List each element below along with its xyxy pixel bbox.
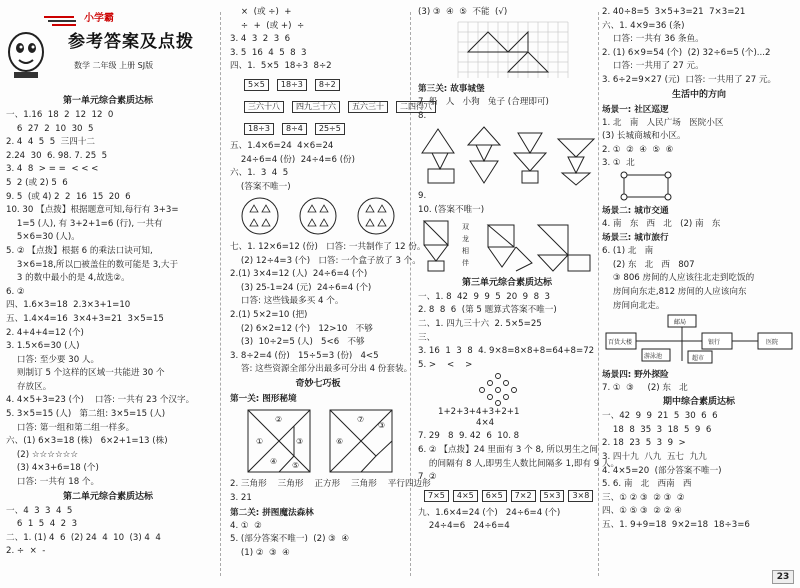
logo-header <box>6 6 210 94</box>
column-4 <box>602 6 796 533</box>
answer-box: 三六十八 <box>244 101 284 113</box>
answer-line: (3) ③ ④ ⑤ 不能 (√) <box>418 7 508 17</box>
answer-line: 五、1.4×6=24 4×6=24 <box>230 140 334 151</box>
answer-line: 5 2 (或 2) 5 6 <box>6 177 68 188</box>
svg-text:④: ④ <box>270 456 278 466</box>
answer-box: 4×5 <box>453 490 478 502</box>
answer-line: 3. 8÷2=4 (份) 15÷5=3 (份) 4<5 <box>230 350 379 361</box>
answer-line: 5×6=30 (人)。 <box>6 232 80 243</box>
answer-line: 一、1.16 18 2 12 12 0 <box>6 110 114 120</box>
answer-box: 四九三十六 <box>292 101 340 113</box>
answer-line: 3. 5 16 4 5 8 3 <box>230 47 307 58</box>
answer-line: 四、① ⑤ ③ ② ② ④ <box>602 506 682 517</box>
svg-text:⑥: ⑥ <box>336 436 344 446</box>
answer-line: 2. 4 4 5 5 三四十二 <box>6 137 96 148</box>
answer-line: (3) 10÷2=5 (人) 5<6 不够 <box>230 337 365 348</box>
answer-line: 口答: 一共有 36 条鱼。 <box>602 34 704 45</box>
answer-line: 6. ② <box>6 286 25 297</box>
answer-block <box>602 218 796 232</box>
answer-block <box>230 478 431 505</box>
answer-line: 5. (部分答案不唯一) (2) ③ ④ <box>230 534 350 545</box>
answer-block <box>418 190 596 217</box>
answer-line: 2.(1) 3×4=12 (人) 24÷6=4 (个) <box>230 269 368 280</box>
column-1 <box>6 6 210 559</box>
answer-line: 3×6=18,所以□被盖住的数可能是 3,大于 <box>6 259 179 270</box>
puzzle-label: 相 <box>462 247 469 256</box>
answer-line: (答案不唯一) <box>230 181 291 192</box>
answer-line: 8. <box>418 110 427 121</box>
answer-line: 口答: 一共有 18 个。 <box>6 477 100 488</box>
svg-text:⑤: ⑤ <box>292 460 300 470</box>
brand-name: 小学霸 <box>84 13 114 24</box>
answer-line: 二、1. (1) 4 6 (2) 24 4 10 (3) 4 4 <box>6 532 161 543</box>
answer-line: 五、1. 9+9=18 9×2=18 18÷3=6 <box>602 520 750 531</box>
answer-box: 25÷5 <box>315 123 345 135</box>
answer-line: (2) 6×2=12 (个) 12>10 不够 <box>230 323 373 334</box>
answer-line: 房间向北走。 <box>602 300 665 311</box>
answer-line: 5. 3×5=15 (人) 第二组: 3×5=15 (人) <box>6 409 166 420</box>
answer-line: 7. ① ③ (2) 东 北 <box>602 382 688 393</box>
answer-line: 口答: 这些钱最多买 4 个。 <box>230 296 344 307</box>
grid-puzzle-figure <box>418 20 596 80</box>
answer-box: 18÷3 <box>277 79 307 91</box>
svg-text:③: ③ <box>296 436 304 446</box>
answer-line: 五、1.4×4=16 3×4+3=21 3×5=15 <box>6 313 164 324</box>
scene-title: 场景三: 城市旅行 <box>602 233 669 244</box>
answer-line: 2. ① ② ④ ⑤ ⑥ <box>602 144 674 155</box>
diamond-dots-figure <box>418 372 596 430</box>
answer-line: 2.(1) 5×2=10 (把) <box>230 309 308 320</box>
answer-line: (2) ☆☆☆☆☆☆ <box>6 449 79 460</box>
answer-line: 六、1. 4×9=36 (条) <box>602 20 685 31</box>
answer-line: 6. ② 【点拨】24 里面有 3 个 8, 所以男生之间 <box>418 444 598 455</box>
answer-line: 三、 <box>418 332 436 343</box>
answer-line: 的间隔有 8 人,即男生人数比间隔多 1,即有 9 人。 <box>418 458 620 469</box>
answer-block <box>602 382 796 396</box>
answer-block <box>230 6 406 74</box>
answer-box: 5×3 <box>540 490 565 502</box>
answer-line: 9. 5 (或 4) 2 2 16 15 20 6 <box>6 191 131 202</box>
expression-boxes-bottom <box>230 118 406 140</box>
answer-line: 6 27 2 10 30 5 <box>6 123 94 134</box>
answer-line: 3. 4 8 > = = < < < <box>6 164 99 175</box>
answer-line: (2) 12÷4=3 (个) 口答: 一个盒子放了 3 个。 <box>230 255 421 266</box>
answer-line: (2) 东 北 西 807 <box>602 259 695 270</box>
puzzle-label: 伴 <box>462 259 469 268</box>
map-label: 医院 <box>766 339 779 347</box>
answer-line: (1) ② ③ ④ <box>230 547 290 558</box>
answer-box: 7×2 <box>511 490 536 502</box>
answer-line: 10. 30 【点拨】根据题意可知,每行有 3+3= <box>6 205 179 216</box>
puzzle-label: 双 <box>462 223 469 232</box>
answer-line: 口答: 至少要 30 人。 <box>6 354 100 365</box>
answer-line: 二、1. 四九三十六 2. 5×5=25 <box>418 318 542 329</box>
answer-block <box>602 117 796 171</box>
map-label: 百货大楼 <box>608 339 633 347</box>
answer-line: 一、1. 8 42 9 9 5 20 9 8 3 <box>418 291 550 302</box>
grouping-circles-figure <box>230 194 406 238</box>
answer-line: 1=5 (人), 有 3+2+1=6 (行), 一共有 <box>6 218 163 229</box>
answer-block <box>230 140 406 194</box>
answer-line: ÷ + (或 +) ÷ <box>230 20 305 31</box>
answer-block <box>230 520 406 561</box>
answer-line: 7. ② <box>418 472 437 483</box>
diamond-expression: 1+2+3+4+3+2+1 <box>438 407 520 418</box>
answer-box: 8÷4 <box>282 123 307 135</box>
puzzle-label: 龙 <box>462 235 469 244</box>
column-divider <box>410 12 411 576</box>
answer-line: 2. 18 23 5 3 9 > <box>602 438 686 449</box>
answer-line: (3) 4×3+6=18 (个) <box>6 463 99 474</box>
edition-label: 数学 二年级 上册 SJ版 <box>74 61 154 70</box>
answer-block <box>418 291 596 373</box>
svg-text:⑦: ⑦ <box>357 414 365 424</box>
answer-line: 5. ② 【点拨】根据 6 的乘法口诀可知, <box>6 245 153 256</box>
answer-line: 4. 4×5+3=23 (个) 口答: 一共有 23 个汉字。 <box>6 395 195 406</box>
answer-line: 六、1. 3 4 5 <box>230 168 289 179</box>
answer-line: 房间向东走,812 房间的人应该向东 <box>602 286 747 297</box>
answer-line: 3. 16 1 3 8 4. 9×8=8×8+8=64+8=72 <box>418 346 595 357</box>
dragon-puzzle-figure <box>418 217 596 273</box>
answer-line: 3. ① 北 <box>602 158 635 169</box>
answer-line: 3. 四十九 八九 五七 九九 <box>602 452 707 463</box>
tangram-square-figure <box>230 406 406 476</box>
answer-line: 2. 三角形 三角形 正方形 三角形 平行四边形 <box>230 479 431 490</box>
section-title: 第三单元综合素质达标 <box>461 277 552 288</box>
answer-line: 存放区。 <box>6 381 52 392</box>
column-divider <box>220 12 221 576</box>
section-title: 第二单元综合素质达标 <box>62 491 153 502</box>
answer-line: 四、1.6×3=18 2.3×3+1=10 <box>6 300 131 311</box>
answer-line: 2. 4+4+4=12 (个) <box>6 327 84 338</box>
page-title: 参考答案及点拨 <box>68 32 194 52</box>
svg-text:③: ③ <box>378 420 386 430</box>
answer-line: 则制订 5 个这样的区域一共能进 30 个 <box>6 368 165 379</box>
svg-text:②: ② <box>275 414 283 424</box>
answer-line: 4. ① ② <box>230 520 262 531</box>
answer-line: 七、1. 12×6=12 (份) 口答: 一共制作了 12 份。 <box>230 241 426 252</box>
answer-line: 6. (1) 北 南 <box>602 246 654 257</box>
svg-text:①: ① <box>256 436 264 446</box>
scene-title: 场景一: 社区巡逻 <box>602 104 669 115</box>
route-square-icon <box>618 171 678 201</box>
answer-block <box>418 96 596 123</box>
answer-block <box>6 109 210 490</box>
answer-line: 7. 船 人 小狗 兔子 (合理即可) <box>418 97 549 108</box>
city-map-figure <box>602 313 796 365</box>
answer-line: 口答: 第一组和第二组一样多。 <box>6 422 135 433</box>
answer-box: 3×8 <box>568 490 593 502</box>
answer-block <box>602 6 796 88</box>
answer-block <box>230 241 426 377</box>
scene-title: 场景二: 城市交通 <box>602 205 669 216</box>
answer-line: 口答: 一共用了 27 元。 <box>602 61 704 72</box>
answer-line: 6 1 5 4 2 3 <box>6 519 78 530</box>
answer-box: 5×5 <box>244 79 269 91</box>
answer-line: 2. ÷ × - <box>6 546 46 557</box>
answer-box: 7×5 <box>424 490 449 502</box>
scene-title: 场景四: 野外探险 <box>602 369 669 380</box>
answer-line: 2. (1) 6×9=54 (个) (2) 32÷6=5 (个)...2 <box>602 47 771 58</box>
level-title: 第一关: 图形秘境 <box>230 393 297 404</box>
map-label: 邮局 <box>674 319 687 327</box>
answer-line: 5. 6. 南 北 西南 西 <box>602 479 692 490</box>
map-label: 超市 <box>692 355 705 363</box>
section-title: 第一单元综合素质达标 <box>62 96 153 106</box>
answer-box: 8÷2 <box>315 79 340 91</box>
answer-line: 一、4 3 3 4 5 <box>6 505 73 516</box>
diamond-product: 4×4 <box>476 418 495 429</box>
answer-line: 7. 29 8 9. 42 6 10. 8 <box>418 431 520 442</box>
mascot-icon <box>6 28 46 80</box>
answer-line: 3. 21 <box>230 493 252 504</box>
answer-line: 18 8 35 3 18 5 9 6 <box>602 424 712 435</box>
bubble-expressions <box>418 485 596 507</box>
answer-line: (3) 长城商城和小区。 <box>602 131 686 142</box>
answer-box: 18÷3 <box>244 123 274 135</box>
answer-line: 4. 4×5=20 (部分答案不唯一) <box>602 465 722 476</box>
answer-line: 24÷6=4 (份) 24÷4=6 (份) <box>230 154 355 165</box>
answer-line: 3. 1.5×6=30 (人) <box>6 341 80 352</box>
answer-line: 24÷4=6 24÷6=4 <box>418 521 510 532</box>
answer-box: 二四得八 <box>396 101 436 113</box>
answer-line: 4. 南 东 西 北 (2) 南 东 <box>602 218 721 229</box>
answer-block <box>602 410 796 532</box>
answer-line: 三、① ② ③ ② ③ ② <box>602 492 685 503</box>
answer-block <box>6 505 210 559</box>
answer-line: 3. 4 3 2 3 6 <box>230 34 291 45</box>
answer-line: 六、(1) 6×3=18 (株) 6×2+1=13 (株) <box>6 436 168 447</box>
answer-block <box>418 6 596 20</box>
tangram-shapes-figure <box>418 123 596 187</box>
mnemonic-boxes <box>230 96 432 118</box>
level-title: 第二关: 拼图魔法森林 <box>230 507 314 518</box>
answer-line: 2.24 30 6. 98. 7. 25 5 <box>6 150 108 161</box>
answer-box: 五六三十 <box>348 101 388 113</box>
answer-block <box>418 507 596 534</box>
answer-block <box>418 430 620 484</box>
answer-line: 四、1. 5×5 18÷3 8÷2 <box>230 61 332 72</box>
section-title: 期中综合素质达标 <box>662 397 735 408</box>
page-number: 23 <box>772 570 794 584</box>
level-title: 第三关: 故事城堡 <box>418 84 485 95</box>
answer-line: 2. 8 8 6 (第 5 题算式答案不唯一) <box>418 305 557 316</box>
answer-line: 10. (答案不唯一) <box>418 204 485 215</box>
answer-line: (3) 25-1=24 (元) 24÷6=4 (个) <box>230 282 372 293</box>
map-label: 游泳池 <box>644 353 663 361</box>
answer-line: 1. 北 南 人民广场 医院小区 <box>602 117 724 128</box>
expression-boxes-top <box>230 74 406 96</box>
map-label: 银行 <box>708 339 721 347</box>
answer-line: 3 的数中最小的是 4,故选②。 <box>6 273 130 284</box>
answer-line: 9. <box>418 190 427 201</box>
answer-line: 九、1.6×4=24 (个) 24÷6=4 (个) <box>418 507 561 518</box>
answer-line: × (或 ÷) + <box>230 7 292 17</box>
answer-line: ③ 806 房间的人应该往北走到吃饭的 <box>602 273 755 284</box>
logo-title-block <box>44 14 204 78</box>
section-title: 奇妙七巧板 <box>295 378 341 389</box>
speed-stripes-icon <box>44 14 80 28</box>
answer-block <box>602 245 796 313</box>
answer-line: 5. > < > <box>418 359 473 370</box>
answer-line: 2. 40÷8=5 3×5+3=21 7×3=21 <box>602 7 746 17</box>
section-title: 生活中的方向 <box>671 89 726 100</box>
answer-box: 6×5 <box>482 490 507 502</box>
dot-pattern-icon <box>438 372 558 406</box>
column-divider <box>598 12 599 576</box>
answer-line: 一、42 9 9 21 5 30 6 6 <box>602 411 718 422</box>
answer-line: 答: 这些资源全部分出最多可分出 4 份套装。 <box>230 364 413 375</box>
answer-line: 3. 6÷2=9×27 (元) 口答: 一共用了 27 元。 <box>602 74 777 85</box>
